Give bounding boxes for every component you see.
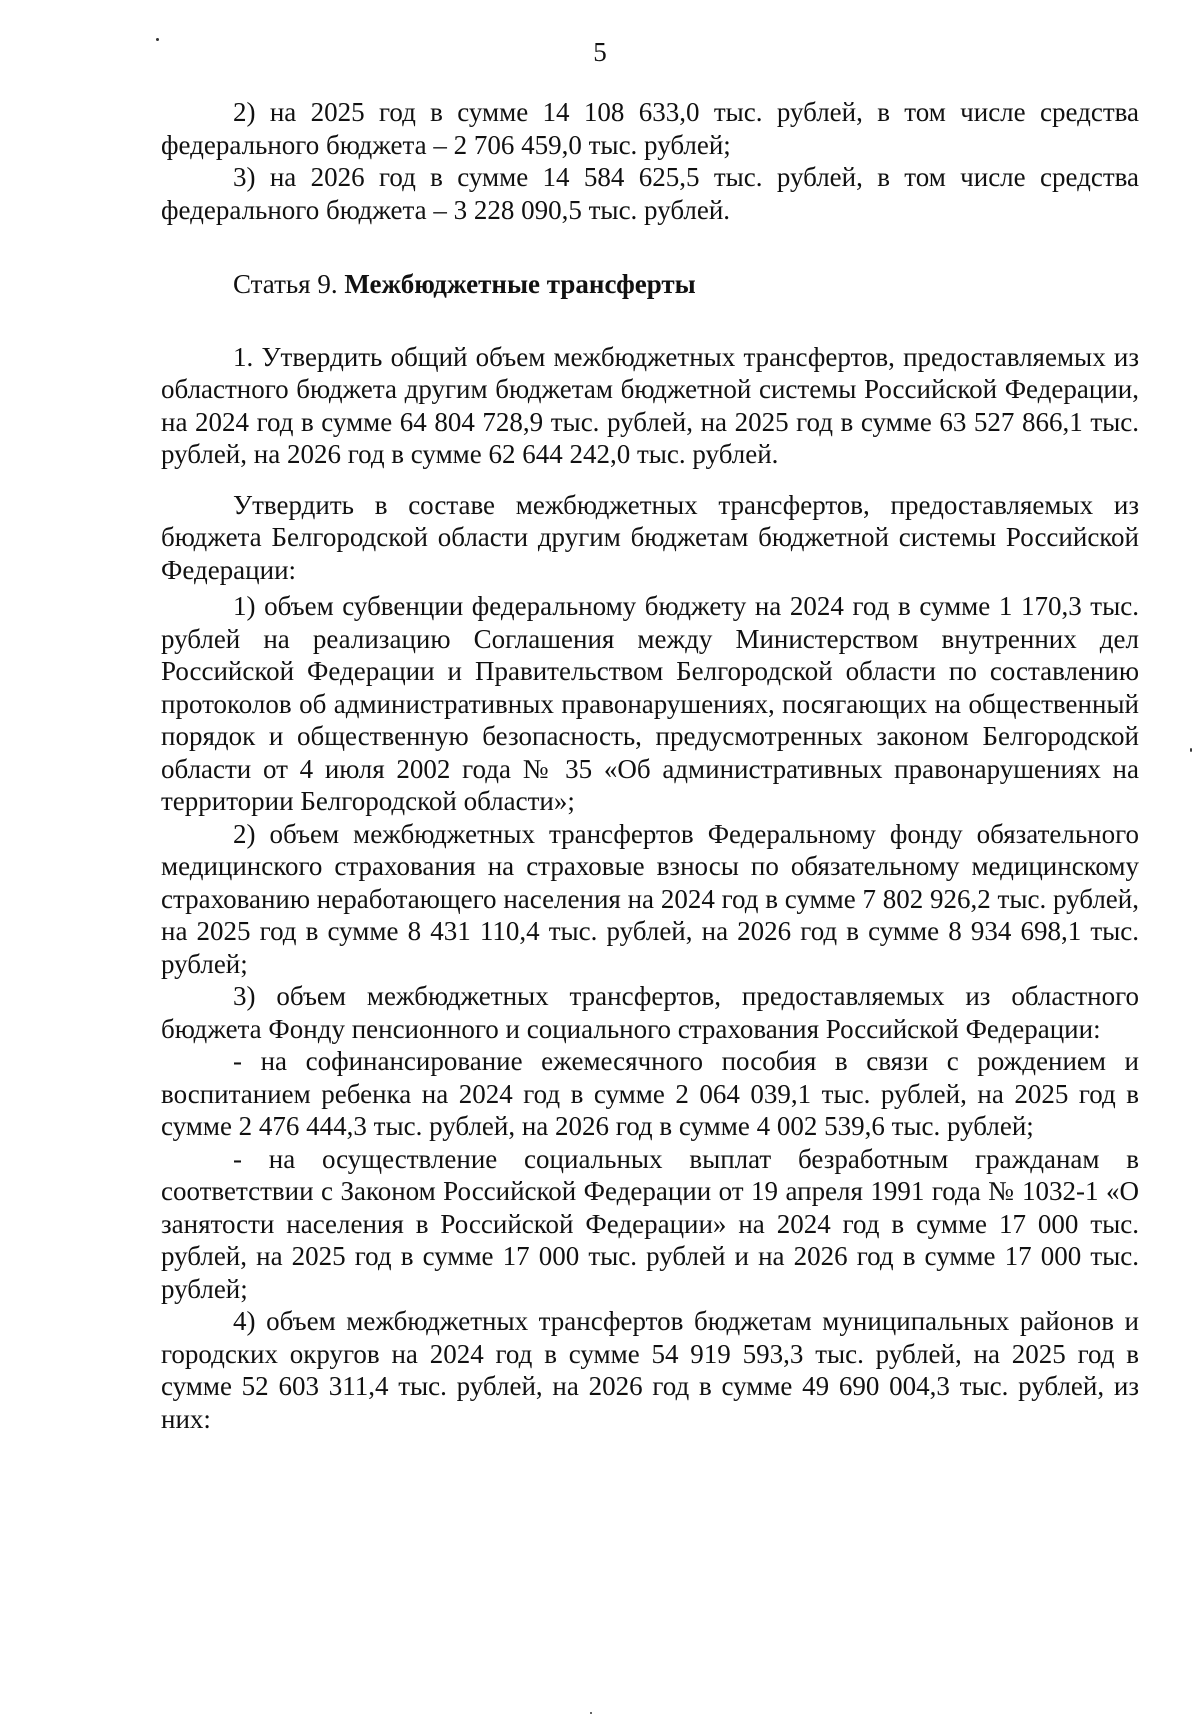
paragraph-item-2-medical-insurance: 2) объем межбюджетных трансфертов Федеральному фонду обязательного медицинского страхования на страховые взносы по обязательному медицинскому страхованию неработающего населения на 2024 год в сумме 7 802 926,2 тыс. рублей, на 2025 год в сумме 8 431 110,4 тыс. рублей, на 2026 год в сумме 8 934 698,1 тыс. рублей; — [161, 818, 1139, 979]
page-number: 5 — [593, 37, 607, 67]
document-body — [161, 96, 1139, 1435]
article-title: Межбюджетные трансферты — [344, 269, 696, 299]
paragraph-item-1-subvention: 1) объем субвенции федеральному бюджету на 2024 год в сумме 1 170,3 тыс. рублей на реализацию Соглашения между Министерством внутренних дел Российской Федерации и Правительством Белгородской области по составлению протоколов об административных правонарушениях, посягающих на общественный порядок и общественную безопасность, предусмотренных законом Белгородской области от 4 июля 2002 года № 35 «Об административных правонарушениях на территории Белгородской области»; — [161, 591, 1139, 816]
article-heading — [161, 268, 1139, 301]
paragraph-approve-composition: Утвердить в составе межбюджетных трансфертов, предоставляемых из бюджета Белгородской области другим бюджетам бюджетной системы Российской Федерации: — [161, 489, 1139, 585]
paragraph-sub-child-allowance: - на софинансирование ежемесячного пособия в связи с рождением и воспитанием ребенка на 2024 год в сумме 2 064 039,1 тыс. рублей, на 2025 год в сумме 2 476 444,3 тыс. рублей, на 2026 год в сумме 4 002 539,6 тыс. рублей; — [161, 1046, 1139, 1141]
paragraph-2026: 3) на 2026 год в сумме 14 584 625,5 тыс. рублей, в том числе средства федерального бюджета – 3 228 090,5 тыс. рублей. — [161, 162, 1139, 225]
paragraph-item-3-pension-fund: 3) объем межбюджетных трансфертов, предоставляемых из областного бюджета Фонду пенсионного и социального страхования Российской Федерации: — [161, 981, 1139, 1044]
paragraph-total-transfers: 1. Утвердить общий объем межбюджетных трансфертов, предоставляемых из областного бюджета другим бюджетам бюджетной системы Российской Федерации, на 2024 год в сумме 64 804 728,9 тыс. рублей, на 2025 год в сумме 63 527 866,1 тыс. рублей, на 2026 год в сумме 62 644 242,0 тыс. рублей. — [161, 341, 1139, 469]
article-number: Статья 9. — [233, 269, 345, 299]
scan-speck — [590, 1712, 592, 1714]
paragraph-sub-unemployed: - на осуществление социальных выплат безработным гражданам в соответствии с Законом Российской Федерации от 19 апреля 1991 года № 1032-1 «О занятости населения в Российской Федерации» на 2024 год в сумме 17 000 тыс. рублей, на 2025 год в сумме 17 000 тыс. рублей и на 2026 год в сумме 17 000 тыс. рублей; — [161, 1143, 1139, 1304]
paragraph-2025: 2) на 2025 год в сумме 14 108 633,0 тыс. рублей, в том числе средства федерального бюджета – 2 706 459,0 тыс. рублей; — [161, 97, 1139, 160]
paragraph-item-4-municipal: 4) объем межбюджетных трансфертов бюджетам муниципальных районов и городских округов на 2024 год в сумме 54 919 593,3 тыс. рублей, на 2025 год в сумме 52 603 311,4 тыс. рублей, на 2026 год в сумме 49 690 004,3 тыс. рублей, из них: — [161, 1306, 1139, 1434]
scan-speck — [1190, 748, 1192, 752]
